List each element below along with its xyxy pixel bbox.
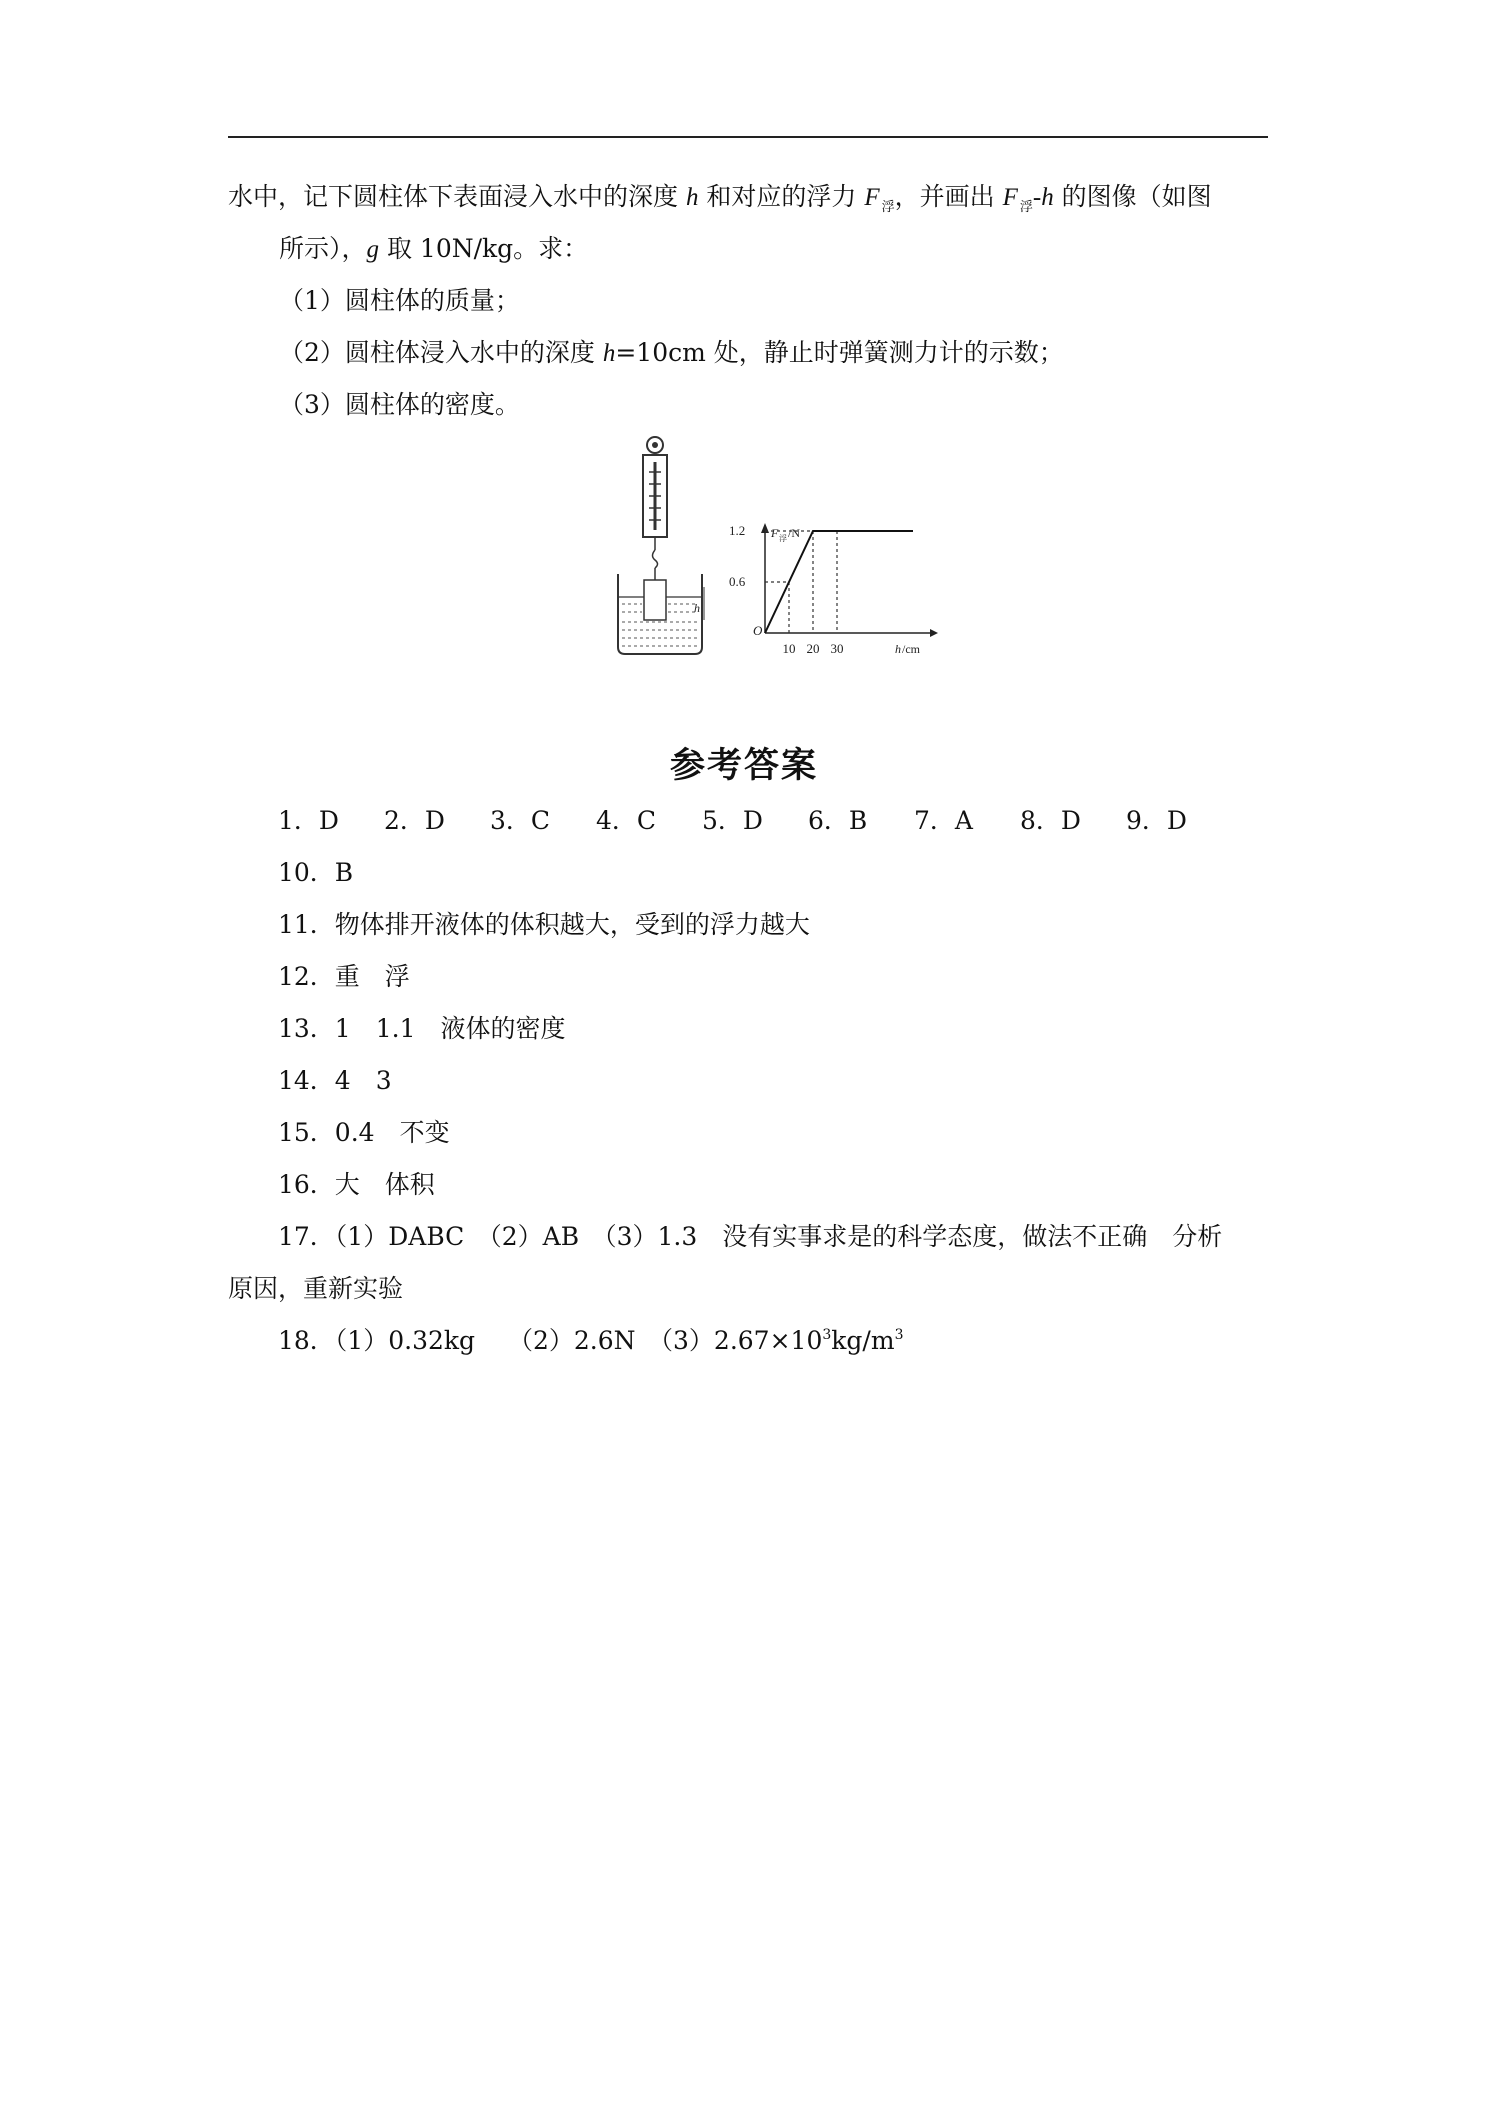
question-text: =10cm 处，静止时弹簧测力计的示数；: [615, 338, 1064, 367]
answer-18: [278, 1324, 903, 1362]
answer-8: 8．D: [1020, 806, 1081, 835]
answers-title: 参考答案: [669, 746, 818, 786]
question-text: 和对应的浮力: [698, 182, 865, 211]
x-tick-label: 10: [782, 641, 796, 656]
superscript: 3: [894, 1327, 904, 1343]
f-h-graph: [725, 515, 945, 665]
var-F: F: [1002, 184, 1018, 211]
question-text: 所示），: [279, 234, 367, 263]
superscript: 3: [822, 1327, 832, 1343]
y-axis-label-sub: 浮: [779, 534, 787, 543]
dash: -: [1032, 184, 1042, 211]
question-line-2: [279, 232, 588, 267]
answer-10: 10．B: [278, 858, 354, 887]
guide-lines: [765, 531, 837, 633]
spring-scale-beaker-figure: [610, 432, 710, 662]
answer-5: 5．D: [702, 806, 763, 835]
answer-18-unit: kg/m: [831, 1326, 895, 1355]
origin-label: O: [753, 623, 763, 638]
beaker-h-label: h: [694, 601, 700, 615]
question-text: ，并画出: [894, 182, 1003, 211]
answer-4: 4．C: [596, 806, 657, 835]
x-tick-label: 20: [806, 641, 820, 656]
answer-7: 7．A: [914, 806, 973, 835]
x-axis-label-h: h: [895, 642, 901, 656]
x-axis-arrow: [930, 629, 938, 637]
answer-9: 9．D: [1126, 806, 1187, 835]
answer-12: 12．重 浮: [278, 962, 410, 991]
scale-ring-dot: [652, 442, 658, 448]
answer-17-line-1: 17．（1）DABC （2）AB （3）1.3 没有实事求是的科学态度，做法不正确 分析: [278, 1222, 1223, 1251]
subscript-fu: 浮: [881, 200, 895, 215]
question-item-2: [279, 336, 1064, 371]
var-h: h: [685, 184, 699, 211]
question-text: 的图像（如图: [1053, 182, 1212, 211]
y-axis-label-unit: /N: [788, 526, 800, 540]
scale-hook: [653, 550, 658, 568]
answer-11: 11．物体排开液体的体积越大，受到的浮力越大: [278, 910, 810, 939]
y-tick-label: 0.6: [729, 574, 746, 589]
answer-17-line-2: 原因，重新实验: [228, 1274, 404, 1303]
var-F: F: [864, 184, 880, 211]
answer-14: 14．4 3: [278, 1066, 392, 1095]
cylinder: [644, 580, 666, 620]
answer-13: 13．1 1.1 液体的密度: [278, 1014, 566, 1043]
var-h: h: [1041, 184, 1054, 211]
answer-18-text: 18．（1）0.32kg （2）2.6N （3）2.67×10: [278, 1326, 823, 1355]
force-depth-line: [765, 531, 913, 633]
answer-6: 6．B: [808, 806, 868, 835]
answer-1: 1．D: [278, 806, 339, 835]
question-item-1: （1）圆柱体的质量；: [279, 286, 520, 315]
var-g: g: [366, 236, 380, 263]
question-text: 取 10N/kg。求：: [379, 234, 589, 263]
question-item-3: （3）圆柱体的密度。: [279, 390, 520, 419]
question-line-1: [228, 180, 1212, 219]
question-text: 水中，记下圆柱体下表面浸入水中的深度: [228, 182, 686, 211]
answer-15: 15．0.4 不变: [278, 1118, 450, 1147]
header-rule: [228, 136, 1268, 138]
subscript-fu: 浮: [1019, 200, 1033, 215]
question-text: （2）圆柱体浸入水中的深度: [279, 338, 603, 367]
answer-2: 2．D: [384, 806, 445, 835]
var-h: h: [602, 340, 616, 367]
x-tick-label: 30: [830, 641, 844, 656]
y-axis-label-F: F: [771, 526, 779, 540]
answer-16: 16．大 体积: [278, 1170, 435, 1199]
answer-3: 3．C: [490, 806, 551, 835]
y-tick-label: 1.2: [729, 523, 746, 538]
x-axis-label-unit: /cm: [902, 642, 920, 656]
